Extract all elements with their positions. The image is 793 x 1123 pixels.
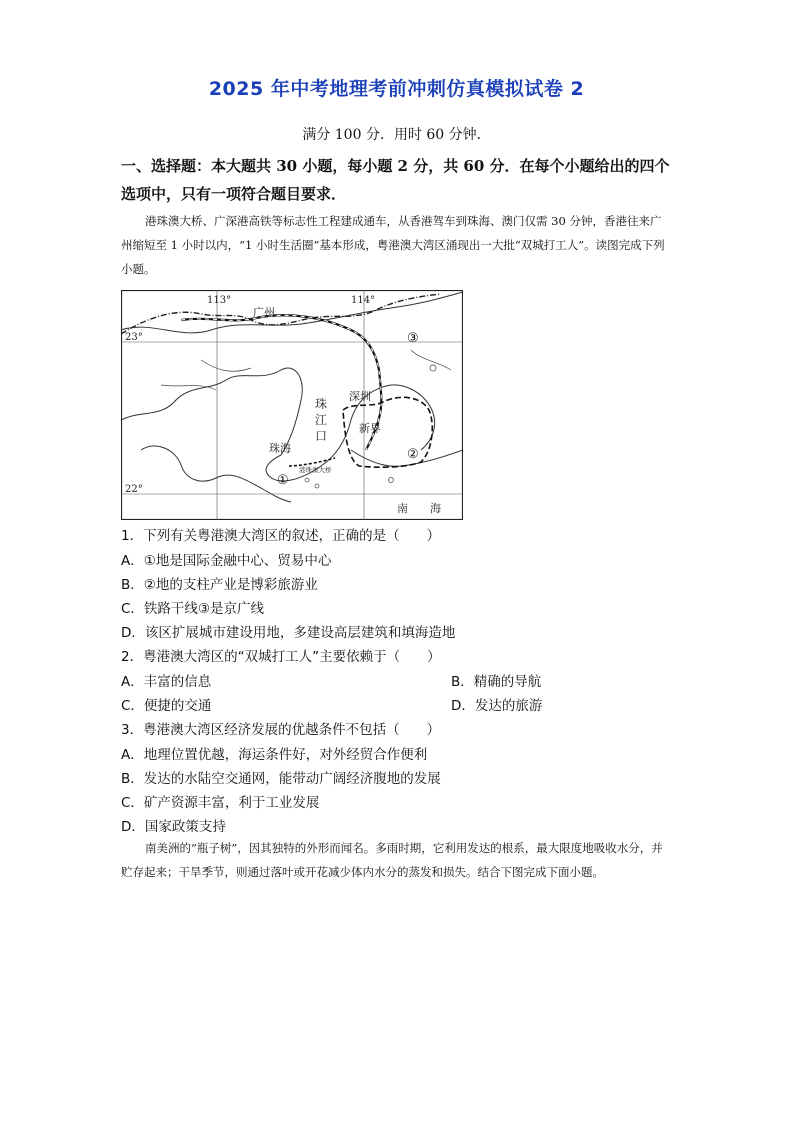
label-shenzhen: 深圳 — [349, 390, 371, 403]
exam-title: 2025 年中考地理考前冲刺仿真模拟试卷 2 — [208, 78, 585, 100]
question-2-stem: 2．粤港澳大湾区的“双城打工人”主要依赖于（ ） — [121, 649, 441, 665]
label-zhuhai: 珠海 — [269, 442, 291, 455]
label-nanhai: 南 海 — [397, 502, 441, 515]
passage-greater-bay-area: 港珠澳大桥、广深港高铁等标志性工程建成通车，从香港驾车到珠海、澳门仅需 30 分钟，香港往来广州缩短至 1 小时以内，“1 小时生活圈”基本形成，粤港澳大湾区涌现出一大批“双城打工人”。读图完成下列小题。 — [121, 214, 665, 276]
exam-subtitle: 满分 100 分．用时 60 分钟． — [302, 127, 491, 143]
label-xinjie: 新界 — [359, 422, 381, 435]
question-3-option-b[interactable]: B．发达的水陆空交通网，能带动广阔经济腹地的发展 — [121, 771, 441, 787]
label-bridge: 港珠澳大桥 — [299, 466, 332, 474]
marker-2: ② — [407, 447, 419, 462]
question-3-option-d[interactable]: D．国家政策支持 — [121, 819, 226, 835]
greater-bay-area-map — [121, 290, 463, 520]
marker-3: ③ — [407, 331, 419, 346]
question-3-stem: 3．粤港澳大湾区经济发展的优越条件不包括（ ） — [121, 722, 441, 738]
question-3-option-c[interactable]: C．矿产资源丰富，利于工业发展 — [121, 795, 320, 811]
question-1-option-a[interactable]: A．①地是国际金融中心、贸易中心 — [121, 553, 332, 569]
question-2-option-d[interactable]: D．发达的旅游 — [451, 698, 543, 714]
question-1-option-c[interactable]: C．铁路干线③是京广线 — [121, 601, 265, 617]
question-2-option-a[interactable]: A．丰富的信息 — [121, 674, 212, 690]
marker-1: ① — [277, 473, 289, 488]
question-1-stem: 1．下列有关粤港澳大湾区的叙述，正确的是（ ） — [121, 528, 441, 544]
label-guangzhou: 广州 — [253, 306, 275, 319]
question-3-option-a[interactable]: A．地理位置优越，海运条件好，对外经贸合作便利 — [121, 747, 428, 763]
passage-bottle-tree: 南美洲的“瓶子树”，因其独特的外形而闻名。多雨时期，它利用发达的根系，最大限度地吸收水分，并贮存起来；干旱季节，则通过落叶或开花减少体内水分的蒸发和损失。结合下图完成下面小题。 — [121, 841, 663, 879]
question-2-option-b[interactable]: B．精确的导航 — [451, 674, 542, 690]
label-zhujiangkou-1: 珠 — [315, 397, 328, 411]
lat-label-22: 22° — [125, 484, 143, 495]
section-heading: 一、选择题：本大题共 30 小题，每小题 2 分，共 60 分．在每个小题给出的四个选项中，只有一项符合题目要求． — [121, 157, 670, 203]
label-zhujiangkou-2: 江 — [315, 413, 328, 427]
lon-label-114: 114° — [351, 295, 376, 306]
lat-label-23: 23° — [125, 332, 143, 343]
question-2-option-c[interactable]: C．便捷的交通 — [121, 698, 212, 714]
question-1-option-b[interactable]: B．②地的支柱产业是博彩旅游业 — [121, 577, 318, 593]
label-zhujiangkou-3: 口 — [315, 429, 328, 443]
question-1-option-d[interactable]: D．该区扩展城市建设用地，多建设高层建筑和填海造地 — [121, 625, 456, 641]
lon-label-113: 113° — [207, 295, 232, 306]
